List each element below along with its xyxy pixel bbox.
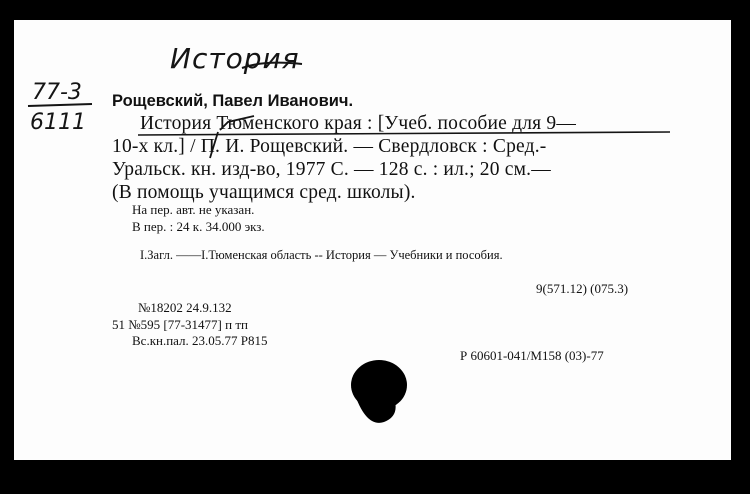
note-line-2: В пер. : 24 к. 34.000 экз. xyxy=(132,219,265,234)
body-line-3: Уральск. кн. изд-во, 1977 С. — 128 с. : ил.; 20 см.— xyxy=(112,159,551,180)
handwritten-title: История xyxy=(170,42,300,75)
body-line-4: (В помощь учащимся сред. школы). xyxy=(112,182,416,203)
catalog-card xyxy=(14,20,731,460)
subject-line: I.Загл. ——I.Тюменская область -- История — Учебники и пособия. xyxy=(140,248,503,262)
registry-line-3: Вс.кн.пал. 23.05.77 Р815 xyxy=(132,333,268,348)
body-line-2: 10-х кл.] / П. И. Рощевский. — Свердловск : Сред.- xyxy=(112,136,547,157)
registry-line-2: 51 №595 [77-31477] п тп xyxy=(112,317,248,332)
punch-hole xyxy=(14,20,731,460)
call-number-top: 77-3 xyxy=(32,80,82,105)
classification: 9(571.12) (075.3) xyxy=(536,281,629,296)
bottom-code: Р 60601-041/М158 (03)-77 xyxy=(460,348,604,363)
call-number-bottom: 6111 xyxy=(30,110,86,135)
author-heading: Рощевский, Павел Иванович. xyxy=(112,92,354,110)
registry-line-1: №18202 24.9.132 xyxy=(138,300,232,315)
note-line-1: На пер. авт. не указан. xyxy=(132,202,255,217)
body-line-1: История Тюменского края : [Учеб. пособие для 9— xyxy=(140,113,577,134)
